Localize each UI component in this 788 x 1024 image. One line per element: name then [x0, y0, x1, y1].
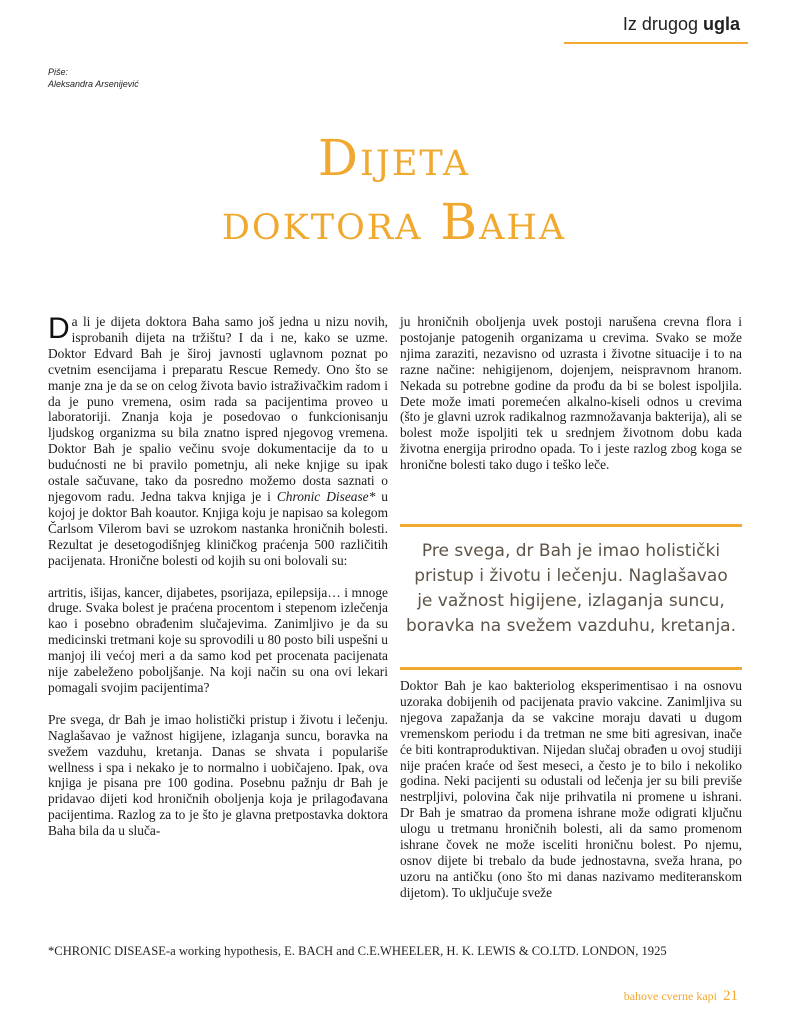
section-bold: ugla [702, 14, 740, 34]
title-line-2: doktora Baha [221, 193, 567, 251]
pull-quote-text: Pre svega, dr Bah je imao holistički pristup i životu i lečenju. Naglašavao je važnost higijene, izlaganja suncu, boravka na svežem vazduhu, kretanja. [406, 541, 736, 636]
paragraph: Pre svega, dr Bah je imao holistički pristup i životu i lečenju. Naglašavao je važnost higijene, izlaganja suncu, boravka na svežem vazduhu, kretanja. Danas se shvata i populariše wellness i spa i nekako je to normalno i uobičajeno. Ipak, ova knjiga je pisana pre 100 godina. Posebnu pažnju dr Bah je pridavao dijeti kod hroničnih oboljenja koja je prilagođavana pacijentima. Razlog za to je što je glavna pretpostavka doktora Baha bila da u sluča- [48, 711, 388, 839]
left-column [48, 314, 388, 855]
article-title [0, 126, 788, 254]
page-footer [624, 988, 738, 1005]
author-block [48, 66, 139, 90]
paragraph [48, 314, 388, 569]
paragraph: Doktor Bah je kao bakteriolog eksperimentisao i na osnovu uzoraka dobijenih od pacijenata pravio vakcine. Zanimljiva su njegova zapažanja da se vakcine moraju davati u dugom vremenskom periodu i da tretman ne sme biti agresivan, inače će biti kontraproduktivan. Nijedan slučaj obrađen u ovoj studiji nije praćen kraće od šest meseci, a često je to bilo i nekoliko godina. Neki pacijenti su odustali od lečenja jer su bili previše nestrpljivi, polovina čak nije prihvatila ni promene u ishrani. Dr Bah je smatrao da promena ishrane može odigrati ključnu ulogu u tretmanu hroničnih bolesti, ali da samo promenom ishrane čovek ne može isceliti hroničnu bolest. Po njemu, osnov dijete bi trebalo da bude jednostavna, sveža hrana, po uzoru na antičku (ono što mi danas nazivamo mediteranskom dijetom). To uključuje sveže [400, 678, 742, 900]
section-prefix: Iz drugog [622, 14, 703, 34]
magazine-name: bahove cverne kapi [623, 989, 717, 1003]
paragraph: artritis, išijas, kancer, dijabetes, psorijaza, epilepsija… i mnoge druge. Svaka bolest je praćena procentom i stepenom izlečenja kao i posebno obrađenim slučajevima. Zanimljivo je da su medicinski tretmani koje su sprovodili u 80 posto bili uspešni u manjoj ili većoj meri a da samo kod pet procenata pacijenata nije zabeleženo poboljšanje. Na koji način su ona ovi lekari pomagali svojim pacijentima? [48, 584, 388, 695]
book-title: Chronic Disease* [276, 488, 376, 504]
right-column-bottom [400, 678, 742, 917]
drop-cap: D [48, 312, 70, 345]
title-line-1: Dijeta [317, 129, 471, 187]
author-label: Piše: [48, 67, 69, 77]
section-header [623, 14, 740, 35]
pull-quote [400, 524, 742, 670]
paragraph-text: a li je dijeta doktora Baha samo još jedna u nizu novih, isprobanih dijeta na tržištu? I da i ne, kako se uzme. Doktor Edvard Bah je široj javnosti uglavnom poznat po cvetnim esencijama i preparatu Rescue Remedy. Ono što se manje zna je da se on celog života bavio istraživačkim radom i da je puno vremena, osim rada sa pacijentima proveo u laboratoriji. Znanja koja je posedovao o funkcionisanju ljudskog organizma su bila znatno ispred njegovog vremena. Doktor Bah je spalio večinu svoje dokumentacije da to u budućnosti ne bi pravilo pometnju, ali neke knjige su ipak ostale sačuvane, tako da posredno možemo dosta saznati o njegovom radu. Jedna takva knjiga je i [48, 314, 388, 504]
right-column-top [400, 314, 742, 489]
header-rule [564, 42, 748, 44]
author-name: Aleksandra Arsenijević [48, 79, 139, 89]
paragraph: ju hroničnih oboljenja uvek postoji narušena crevna flora i postojanje patogenih organizama u crevima. Svako se može njima zaraziti, nezavisno od uzrasta i životne situacije i to na razne načine: nehigijenom, dojenjem, neispravnom hranom. Nekada su potrebne godine da prođu da bi se bolest ispoljila. Dete može imati poremećen alkalno-kiseli odnos u crevima (što je glavni uzrok radikalnog razmnožavanja bakterija), ali se bolest može ispoljiti tek u srednjem životnom dobu kada životna energija prirodno opada. To i jeste razlog zbog koga se hronične bolesti tako dugo i teško leče. [400, 314, 742, 473]
footnote: *CHRONIC DISEASE-a working hypothesis, E. BACH and C.E.WHEELER, H. K. LEWIS & CO.LTD. LONDON, 1925 [48, 944, 667, 958]
page-number: 21 [723, 988, 738, 1004]
paragraph-text: u kojoj je doktor Bah koautor. Knjiga koju je napisao sa kolegom Čarlsom Vilerom bavi se uzrokom nastanka hroničnih bolesti. Rezultat je desetogodišnjeg kliničkog praćenja 500 različitih pacijenata. Hronične bolesti od kojih su oni bolovali su: [48, 488, 388, 568]
